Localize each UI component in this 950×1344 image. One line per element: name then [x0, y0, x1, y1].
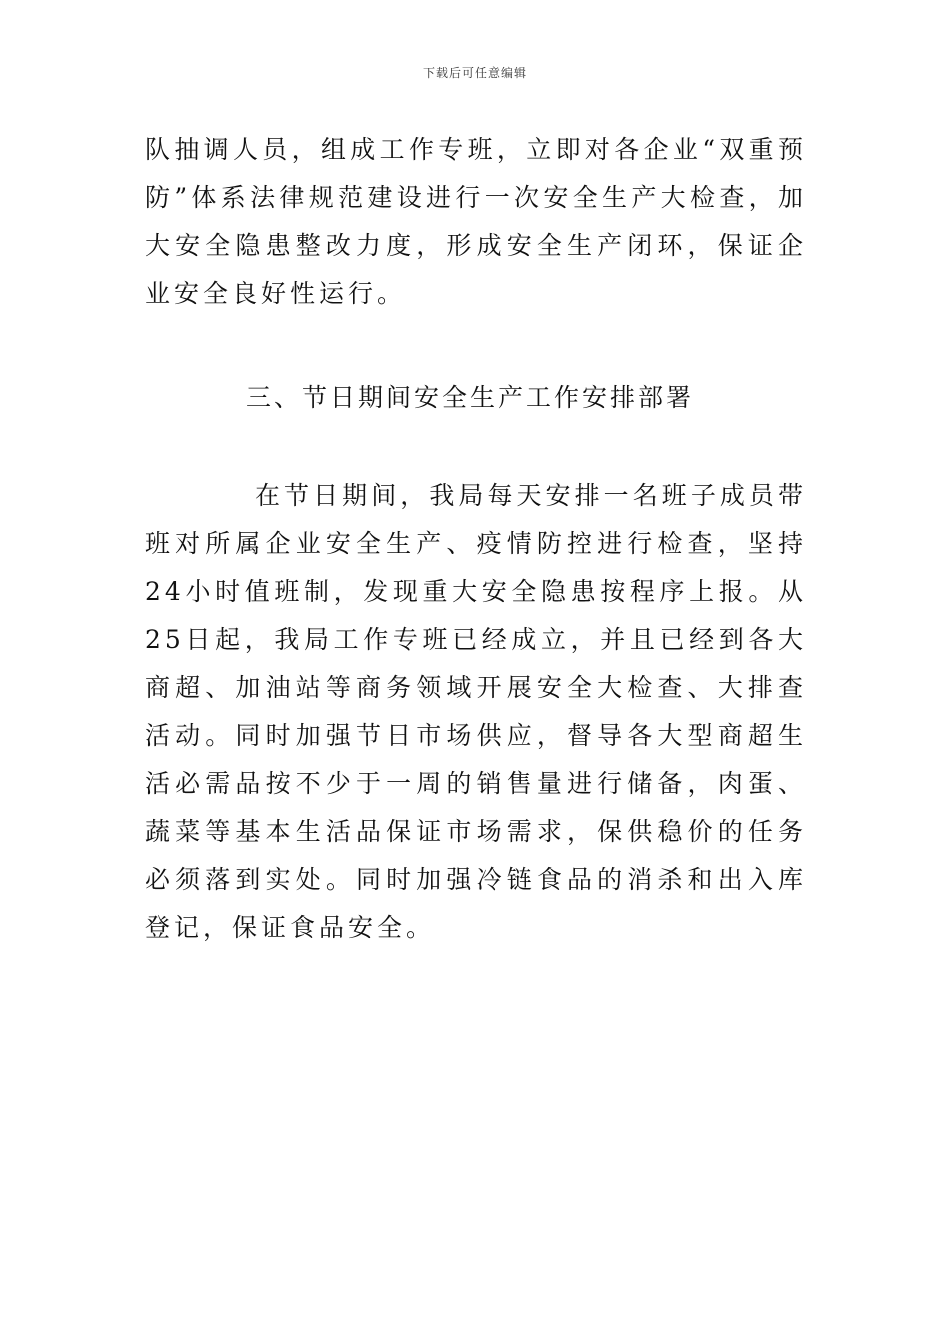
header-note: 下载后可任意编辑 [422, 66, 527, 80]
paragraph-2: 在节日期间，我局每天安排一名班子成员带班对所属企业安全生产、疫情防控进行检查，坚持24小时值班制，发现重大安全隐患按程序上报。从25日起，我局工作专班已经成立，并且已经到各大商超、加油站等商务领域开展安全大检查、大排查活动。同时加强节日市场供应，督导各大型商超生活必需品按不少于一周的销售量进行储备，肉蛋、蔬菜等基本生活品保证市场需求，保供稳价的任务必须落到实处。同时加强冷链食品的消杀和出入库登记，保证食品安全。 [145, 481, 807, 942]
section-heading: 三、节日期间安全生产工作安排部署 [246, 383, 695, 412]
paragraph-1: 队抽调人员，组成工作专班，立即对各企业“双重预防”体系法律规范建设进行一次安全生产大检查，加大安全隐患整改力度，形成安全生产闭环，保证企业安全良好性运行。 [145, 135, 807, 308]
